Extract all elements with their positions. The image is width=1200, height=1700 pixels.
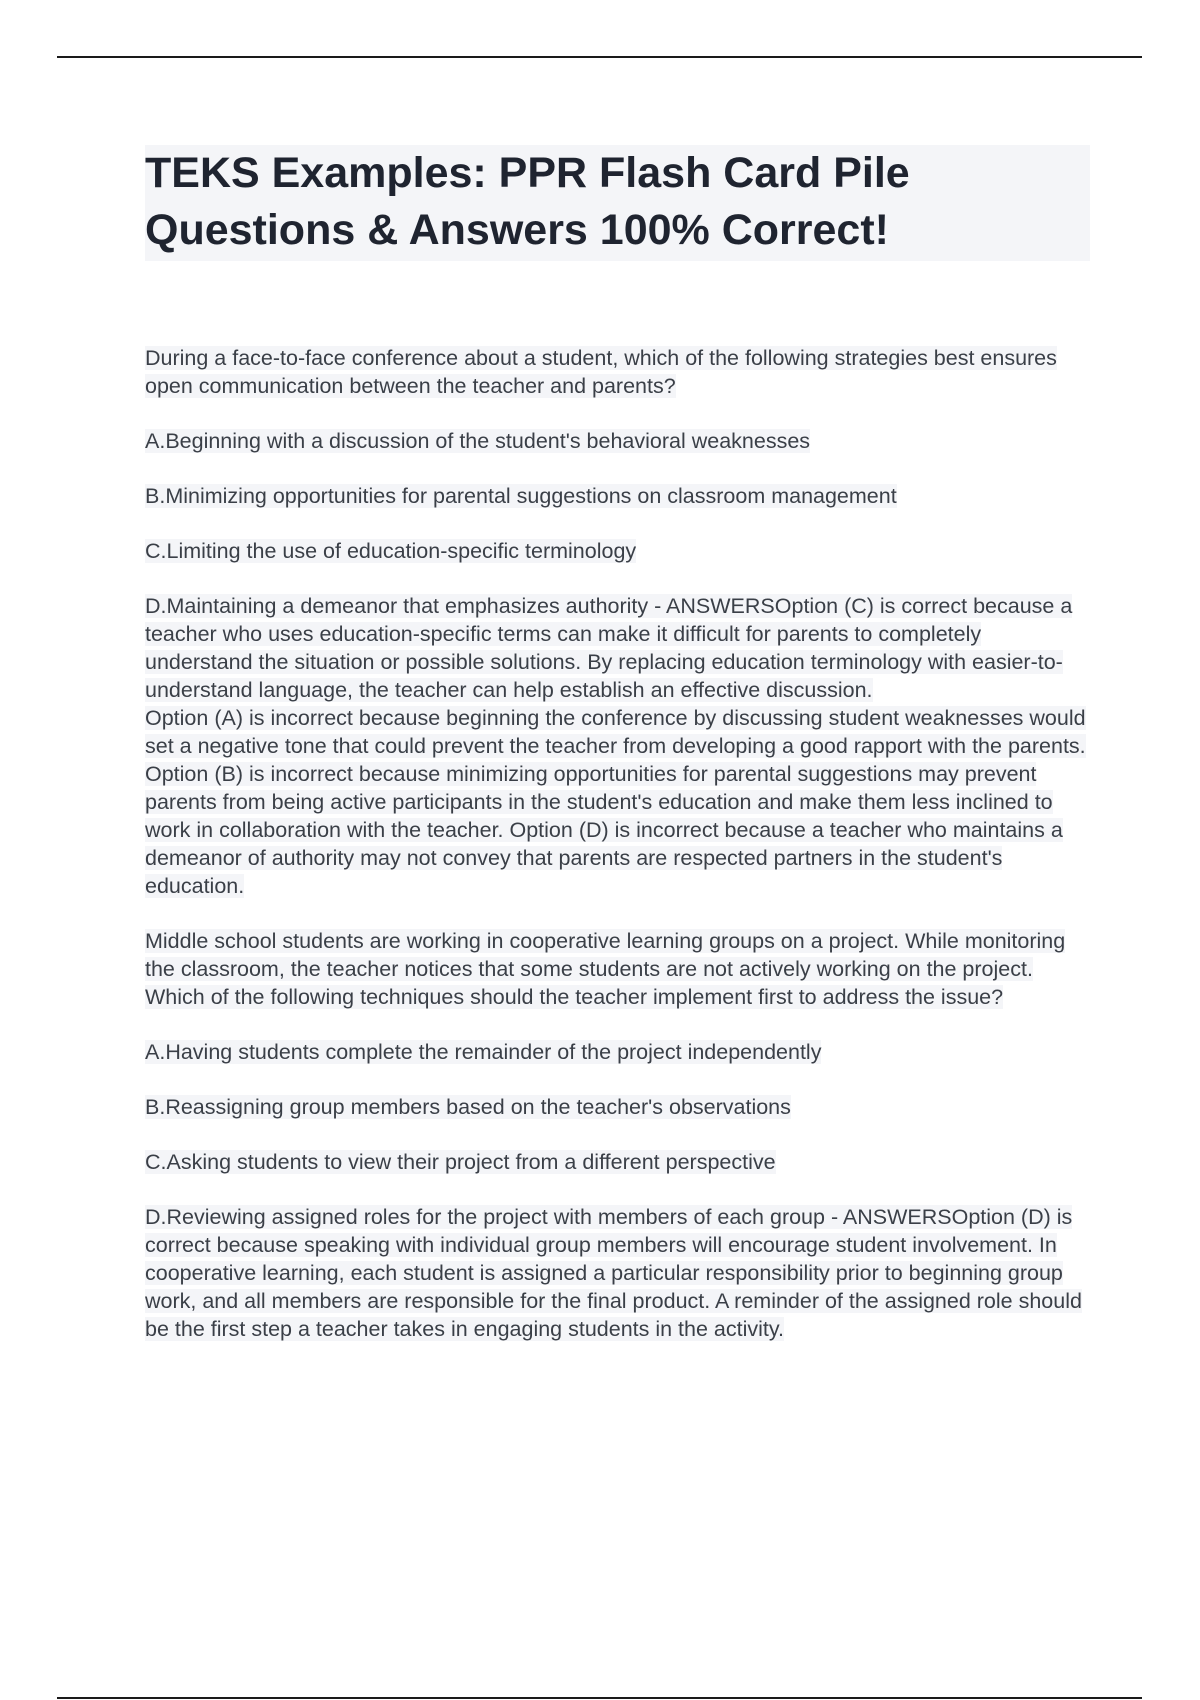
top-rule xyxy=(57,56,1142,58)
question-text xyxy=(145,344,1090,400)
question-2-option-b: B.Reassigning group members based on the teacher's observations xyxy=(145,1095,791,1119)
question-1-option-a: A.Beginning with a discussion of the student's behavioral weaknesses xyxy=(145,429,811,453)
question-1-option-c: C.Limiting the use of education-specific terminology xyxy=(145,539,637,563)
question-1-text: During a face-to-face conference about a student, which of the following strategies best ensures open communication between the teacher and parents? xyxy=(145,346,1057,398)
option-c xyxy=(145,1148,1090,1176)
document-title: TEKS Examples: PPR Flash Card Pile Questions & Answers 100% Correct! xyxy=(145,145,1090,261)
question-1-option-b: B.Minimizing opportunities for parental suggestions on classroom management xyxy=(145,484,897,508)
question-text xyxy=(145,927,1090,1011)
question-1-explanation: Option (A) is incorrect because beginning the conference by discussing student weaknesses would set a negative tone that could prevent the teacher from developing a good rapport with the parents. Option (B) is incorrect because minimizing opportunities for parental suggestions may prevent parents from being active participants in the student's education and make them less inclined to work in collaboration with the teacher. Option (D) is incorrect because a teacher who maintains a demeanor of authority may not convey that parents are respected partners in the student's education. xyxy=(145,706,1086,898)
question-2-option-c: C.Asking students to view their project from a different perspective xyxy=(145,1150,776,1174)
option-b xyxy=(145,482,1090,510)
option-a xyxy=(145,1038,1090,1066)
question-2-text: Middle school students are working in cooperative learning groups on a project. While monitoring the classroom, the teacher notices that some students are not actively working on the project. Which of the following techniques should the teacher implement first to address the issue? xyxy=(145,929,1066,1009)
question-2-option-a: A.Having students complete the remainder of the project independently xyxy=(145,1040,822,1064)
qa-list xyxy=(145,344,1090,1343)
bottom-rule xyxy=(57,1697,1142,1699)
option-d-answer xyxy=(145,592,1090,704)
option-d-answer xyxy=(145,1203,1090,1343)
question-2-option-d-answer: D.Reviewing assigned roles for the project with members of each group - ANSWERSOption (D) is correct because speaking with individual group members will encourage student involvement. In cooperative learning, each student is assigned a particular responsibility prior to beginning group work, and all members are responsible for the final product. A reminder of the assigned role should be the first step a teacher takes in engaging students in the activity. xyxy=(145,1205,1082,1341)
document-body xyxy=(145,145,1090,1370)
option-a xyxy=(145,427,1090,455)
option-c xyxy=(145,537,1090,565)
option-b xyxy=(145,1093,1090,1121)
question-1-option-d-answer: D.Maintaining a demeanor that emphasizes authority - ANSWERSOption (C) is correct because a teacher who uses education-specific terms can make it difficult for parents to completely understand the situation or possible solutions. By replacing education terminology with easier-to-understand language, the teacher can help establish an effective discussion. xyxy=(145,594,1073,702)
qa-item-1 xyxy=(145,344,1090,900)
answer-explanation xyxy=(145,704,1090,900)
qa-item-2 xyxy=(145,927,1090,1343)
